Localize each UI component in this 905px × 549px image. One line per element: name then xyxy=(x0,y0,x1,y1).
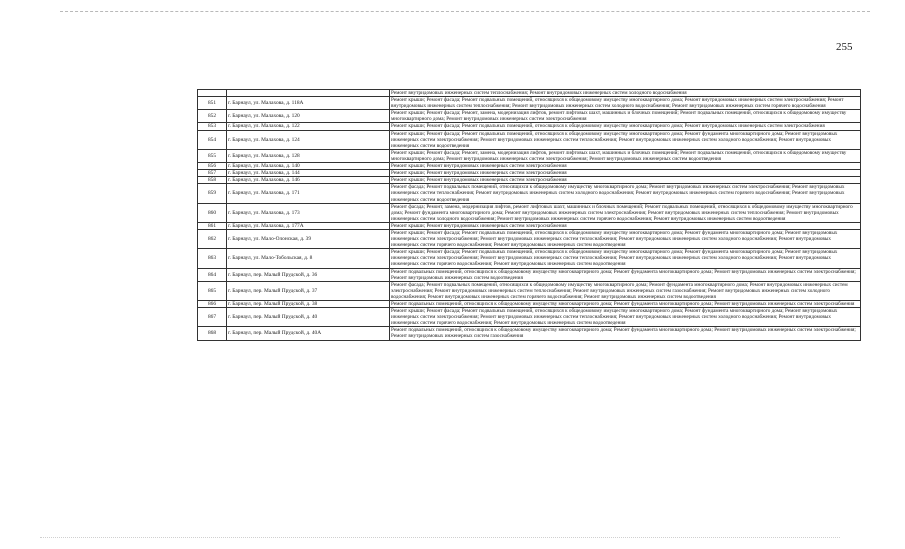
row-number: 854 xyxy=(198,130,227,149)
row-address: г. Барнаул, ул. Малахова, д. 173 xyxy=(227,203,390,222)
row-works: Ремонт крыши; Ремонт фасада; Ремонт подвальных помещений, относящихся к общедомовому имуществу многоквартирного дома; Ремонт внутридомовых инженерных систем электроснабжения xyxy=(390,123,861,130)
table-row xyxy=(198,327,861,340)
table-row xyxy=(198,249,861,268)
row-number: 855 xyxy=(198,149,227,162)
table-row xyxy=(198,184,861,203)
table-row xyxy=(198,177,861,184)
row-number: 863 xyxy=(198,249,227,268)
row-works: Ремонт крыши; Ремонт внутридомовых инженерных систем электроснабжения xyxy=(390,177,861,184)
row-address xyxy=(227,90,390,97)
row-number: 865 xyxy=(198,281,227,300)
table-row xyxy=(198,130,861,149)
row-number xyxy=(198,90,227,97)
row-works: Ремонт фасада; Ремонт подвальных помещений, относящихся к общедомовому имуществу многоквартирного дома; Ремонт фундамента многоквартирного дома; Ремонт внутридомовых инженерных систем электроснабжения; Ремонт внутридомовых инженерных систем теплоснабжения; Ремонт внутридомовых инженерных систем газоснабжения; Ремонт внутридомовых инженерных систем холодного водоснабжения; Ремонт внутридомовых инженерных систем горячего водоснабжения; Ремонт внутридомовых инженерных систем водоотведения xyxy=(390,281,861,300)
table-row xyxy=(198,308,861,327)
row-number: 864 xyxy=(198,268,227,281)
row-address: г. Барнаул, ул. Малахова, д. 128 xyxy=(227,149,390,162)
table-row xyxy=(198,203,861,222)
row-works: Ремонт фасада; Ремонт, замена, модернизация лифтов, ремонт лифтовых шахт, машинных и блочных помещений; Ремонт подвальных помещений, относящихся к общедомовому имуществу многоквартирного дома; Ремонт фундамента многоквартирного дома; Ремонт внутридомовых инженерных систем электроснабжения; Ремонт внутридомовых инженерных систем теплоснабжения; Ремонт внутридомовых инженерных систем холодного водоснабжения; Ремонт внутридомовых инженерных систем горячего водоснабжения; Ремонт внутридомовых инженерных систем водоотведения xyxy=(390,203,861,222)
row-address: г. Барнаул, пер. Малый Прудской, д. 40 xyxy=(227,308,390,327)
row-number: 860 xyxy=(198,203,227,222)
row-address: г. Барнаул, пер. Малый Прудской, д. 37 xyxy=(227,281,390,300)
page-number: 255 xyxy=(836,41,853,53)
row-works: Ремонт крыши; Ремонт фасада; Ремонт, замена, модернизация лифтов, ремонт лифтовых шахт, машинных и блочных помещений; Ремонт подвальных помещений, относящихся к общедомовому имуществу многоквартирного дома; Ремонт внутридомовых инженерных систем электроснабжения; Ремонт внутридомовых инженерных систем водоотведения xyxy=(390,149,861,162)
table-row xyxy=(198,123,861,130)
row-address: г. Барнаул, ул. Малахова, д. 171 xyxy=(227,184,390,203)
row-address: г. Барнаул, ул. Малахова, д. 177А xyxy=(227,222,390,229)
row-address: г. Барнаул, пер. Малый Прудской, д. 40А xyxy=(227,327,390,340)
row-address: г. Барнаул, ул. Малахова, д. 140 xyxy=(227,163,390,170)
scan-edge-top xyxy=(60,11,870,12)
table-row xyxy=(198,229,861,248)
row-works: Ремонт крыши; Ремонт фасада; Ремонт подвальных помещений, относящихся к общедомовому имуществу многоквартирного дома; Ремонт внутридомовых инженерных систем электроснабжения; Ремонт внутридомовых инженерных систем теплоснабжения; Ремонт внутридомовых инженерных систем холодного водоснабжения; Ремонт внутридомовых инженерных систем горячего водоснабжения xyxy=(390,97,861,110)
row-works: Ремонт подвальных помещений, относящихся к общедомовому имуществу многоквартирного дома; Ремонт фундамента многоквартирного дома; Ремонт внутридомовых инженерных систем электроснабжения; Ремонт внутридомовых инженерных систем газоснабжения xyxy=(390,327,861,340)
row-number: 853 xyxy=(198,123,227,130)
row-number: 851 xyxy=(198,97,227,110)
table-row xyxy=(198,90,861,97)
row-address: г. Барнаул, пер. Малый Прудской, д. 38 xyxy=(227,301,390,308)
row-works: Ремонт подвальных помещений, относящихся к общедомовому имуществу многоквартирного дома; Ремонт фундамента многоквартирного дома; Ремонт внутридомовых инженерных систем электроснабжения; Ремонт внутридомовых инженерных систем водоотведения xyxy=(390,268,861,281)
table-row xyxy=(198,301,861,308)
table-row xyxy=(198,222,861,229)
table-row xyxy=(198,281,861,300)
table-body xyxy=(198,90,861,341)
row-works: Ремонт внутридомовых инженерных систем теплоснабжения; Ремонт внутридомовых инженерных систем холодного водоснабжения xyxy=(390,90,861,97)
row-works: Ремонт подвальных помещений, относящихся к общедомовому имуществу многоквартирного дома; Ремонт фундамента многоквартирного дома; Ремонт внутридомовых инженерных систем электроснабжения xyxy=(390,301,861,308)
row-works: Ремонт крыши; Ремонт внутридомовых инженерных систем электроснабжения xyxy=(390,222,861,229)
row-works: Ремонт крыши; Ремонт внутридомовых инженерных систем электроснабжения xyxy=(390,163,861,170)
row-number: 857 xyxy=(198,170,227,177)
row-number: 868 xyxy=(198,327,227,340)
row-address: г. Барнаул, ул. Малахова, д. 146 xyxy=(227,177,390,184)
row-address: г. Барнаул, ул. Малахова, д. 118А xyxy=(227,97,390,110)
scan-edge-bottom xyxy=(40,537,840,538)
table-row xyxy=(198,97,861,110)
row-works: Ремонт крыши; Ремонт фасада; Ремонт подвальных помещений, относящихся к общедомовому имуществу многоквартирного дома; Ремонт фундамента многоквартирного дома; Ремонт внутридомовых инженерных систем электроснабжения; Ремонт внутридомовых инженерных систем теплоснабжения; Ремонт внутридомовых инженерных систем холодного водоснабжения; Ремонт внутридомовых инженерных систем водоотведения xyxy=(390,130,861,149)
row-address: г. Барнаул, ул. Малахова, д. 122 xyxy=(227,123,390,130)
row-number: 852 xyxy=(198,110,227,123)
row-number: 866 xyxy=(198,301,227,308)
row-number: 861 xyxy=(198,222,227,229)
row-number: 867 xyxy=(198,308,227,327)
table-row xyxy=(198,163,861,170)
row-address: г. Барнаул, ул. Мало-Олонская, д. 39 xyxy=(227,229,390,248)
repair-register-table xyxy=(197,89,861,341)
table-row xyxy=(198,268,861,281)
table-row xyxy=(198,170,861,177)
row-number: 858 xyxy=(198,177,227,184)
row-address: г. Барнаул, ул. Малахова, д. 144 xyxy=(227,170,390,177)
row-number: 856 xyxy=(198,163,227,170)
row-works: Ремонт крыши; Ремонт фасада; Ремонт подвальных помещений, относящихся к общедомовому имуществу многоквартирного дома; Ремонт фундамента многоквартирного дома; Ремонт внутридомовых инженерных систем электроснабжения; Ремонт внутридомовых инженерных систем теплоснабжения; Ремонт внутридомовых инженерных систем холодного водоснабжения; Ремонт внутридомовых инженерных систем горячего водоснабжения; Ремонт внутридомовых инженерных систем водоотведения xyxy=(390,229,861,248)
table-row xyxy=(198,149,861,162)
row-address: г. Барнаул, ул. Малахова, д. 124 xyxy=(227,130,390,149)
row-address: г. Барнаул, ул. Мало-Тобольская, д. 8 xyxy=(227,249,390,268)
row-works: Ремонт крыши; Ремонт внутридомовых инженерных систем электроснабжения xyxy=(390,170,861,177)
row-address: г. Барнаул, ул. Малахова, д. 120 xyxy=(227,110,390,123)
row-works: Ремонт фасада; Ремонт подвальных помещений, относящихся к общедомовому имуществу многоквартирного дома; Ремонт внутридомовых инженерных систем электроснабжения; Ремонт внутридомовых инженерных систем теплоснабжения; Ремонт внутридомовых инженерных систем холодного водоснабжения; Ремонт внутридомовых инженерных систем горячего водоснабжения; Ремонт внутридомовых инженерных систем водоотведения xyxy=(390,184,861,203)
row-number: 862 xyxy=(198,229,227,248)
row-works: Ремонт крыши; Ремонт фасада; Ремонт, замена, модернизация лифтов, ремонт лифтовых шахт, машинных и блочных помещений; Ремонт подвальных помещений, относящихся к общедомовому имуществу многоквартирного дома; Ремонт внутридомовых инженерных систем электроснабжения xyxy=(390,110,861,123)
row-number: 859 xyxy=(198,184,227,203)
row-works: Ремонт крыши; Ремонт фасада; Ремонт подвальных помещений, относящихся к общедомовому имуществу многоквартирного дома; Ремонт фундамента многоквартирного дома; Ремонт внутридомовых инженерных систем электроснабжения; Ремонт внутридомовых инженерных систем теплоснабжения; Ремонт внутридомовых инженерных систем холодного водоснабжения; Ремонт внутридомовых инженерных систем горячего водоснабжения; Ремонт внутридомовых инженерных систем водоотведения xyxy=(390,249,861,268)
table-row xyxy=(198,110,861,123)
row-address: г. Барнаул, пер. Малый Прудской, д. 36 xyxy=(227,268,390,281)
row-works: Ремонт крыши; Ремонт фасада; Ремонт подвальных помещений, относящихся к общедомовому имуществу многоквартирного дома; Ремонт фундамента многоквартирного дома; Ремонт внутридомовых инженерных систем электроснабжения; Ремонт внутридомовых инженерных систем теплоснабжения; Ремонт внутридомовых инженерных систем холодного водоснабжения; Ремонт внутридомовых инженерных систем горячего водоснабжения; Ремонт внутридомовых инженерных систем водоотведения xyxy=(390,308,861,327)
